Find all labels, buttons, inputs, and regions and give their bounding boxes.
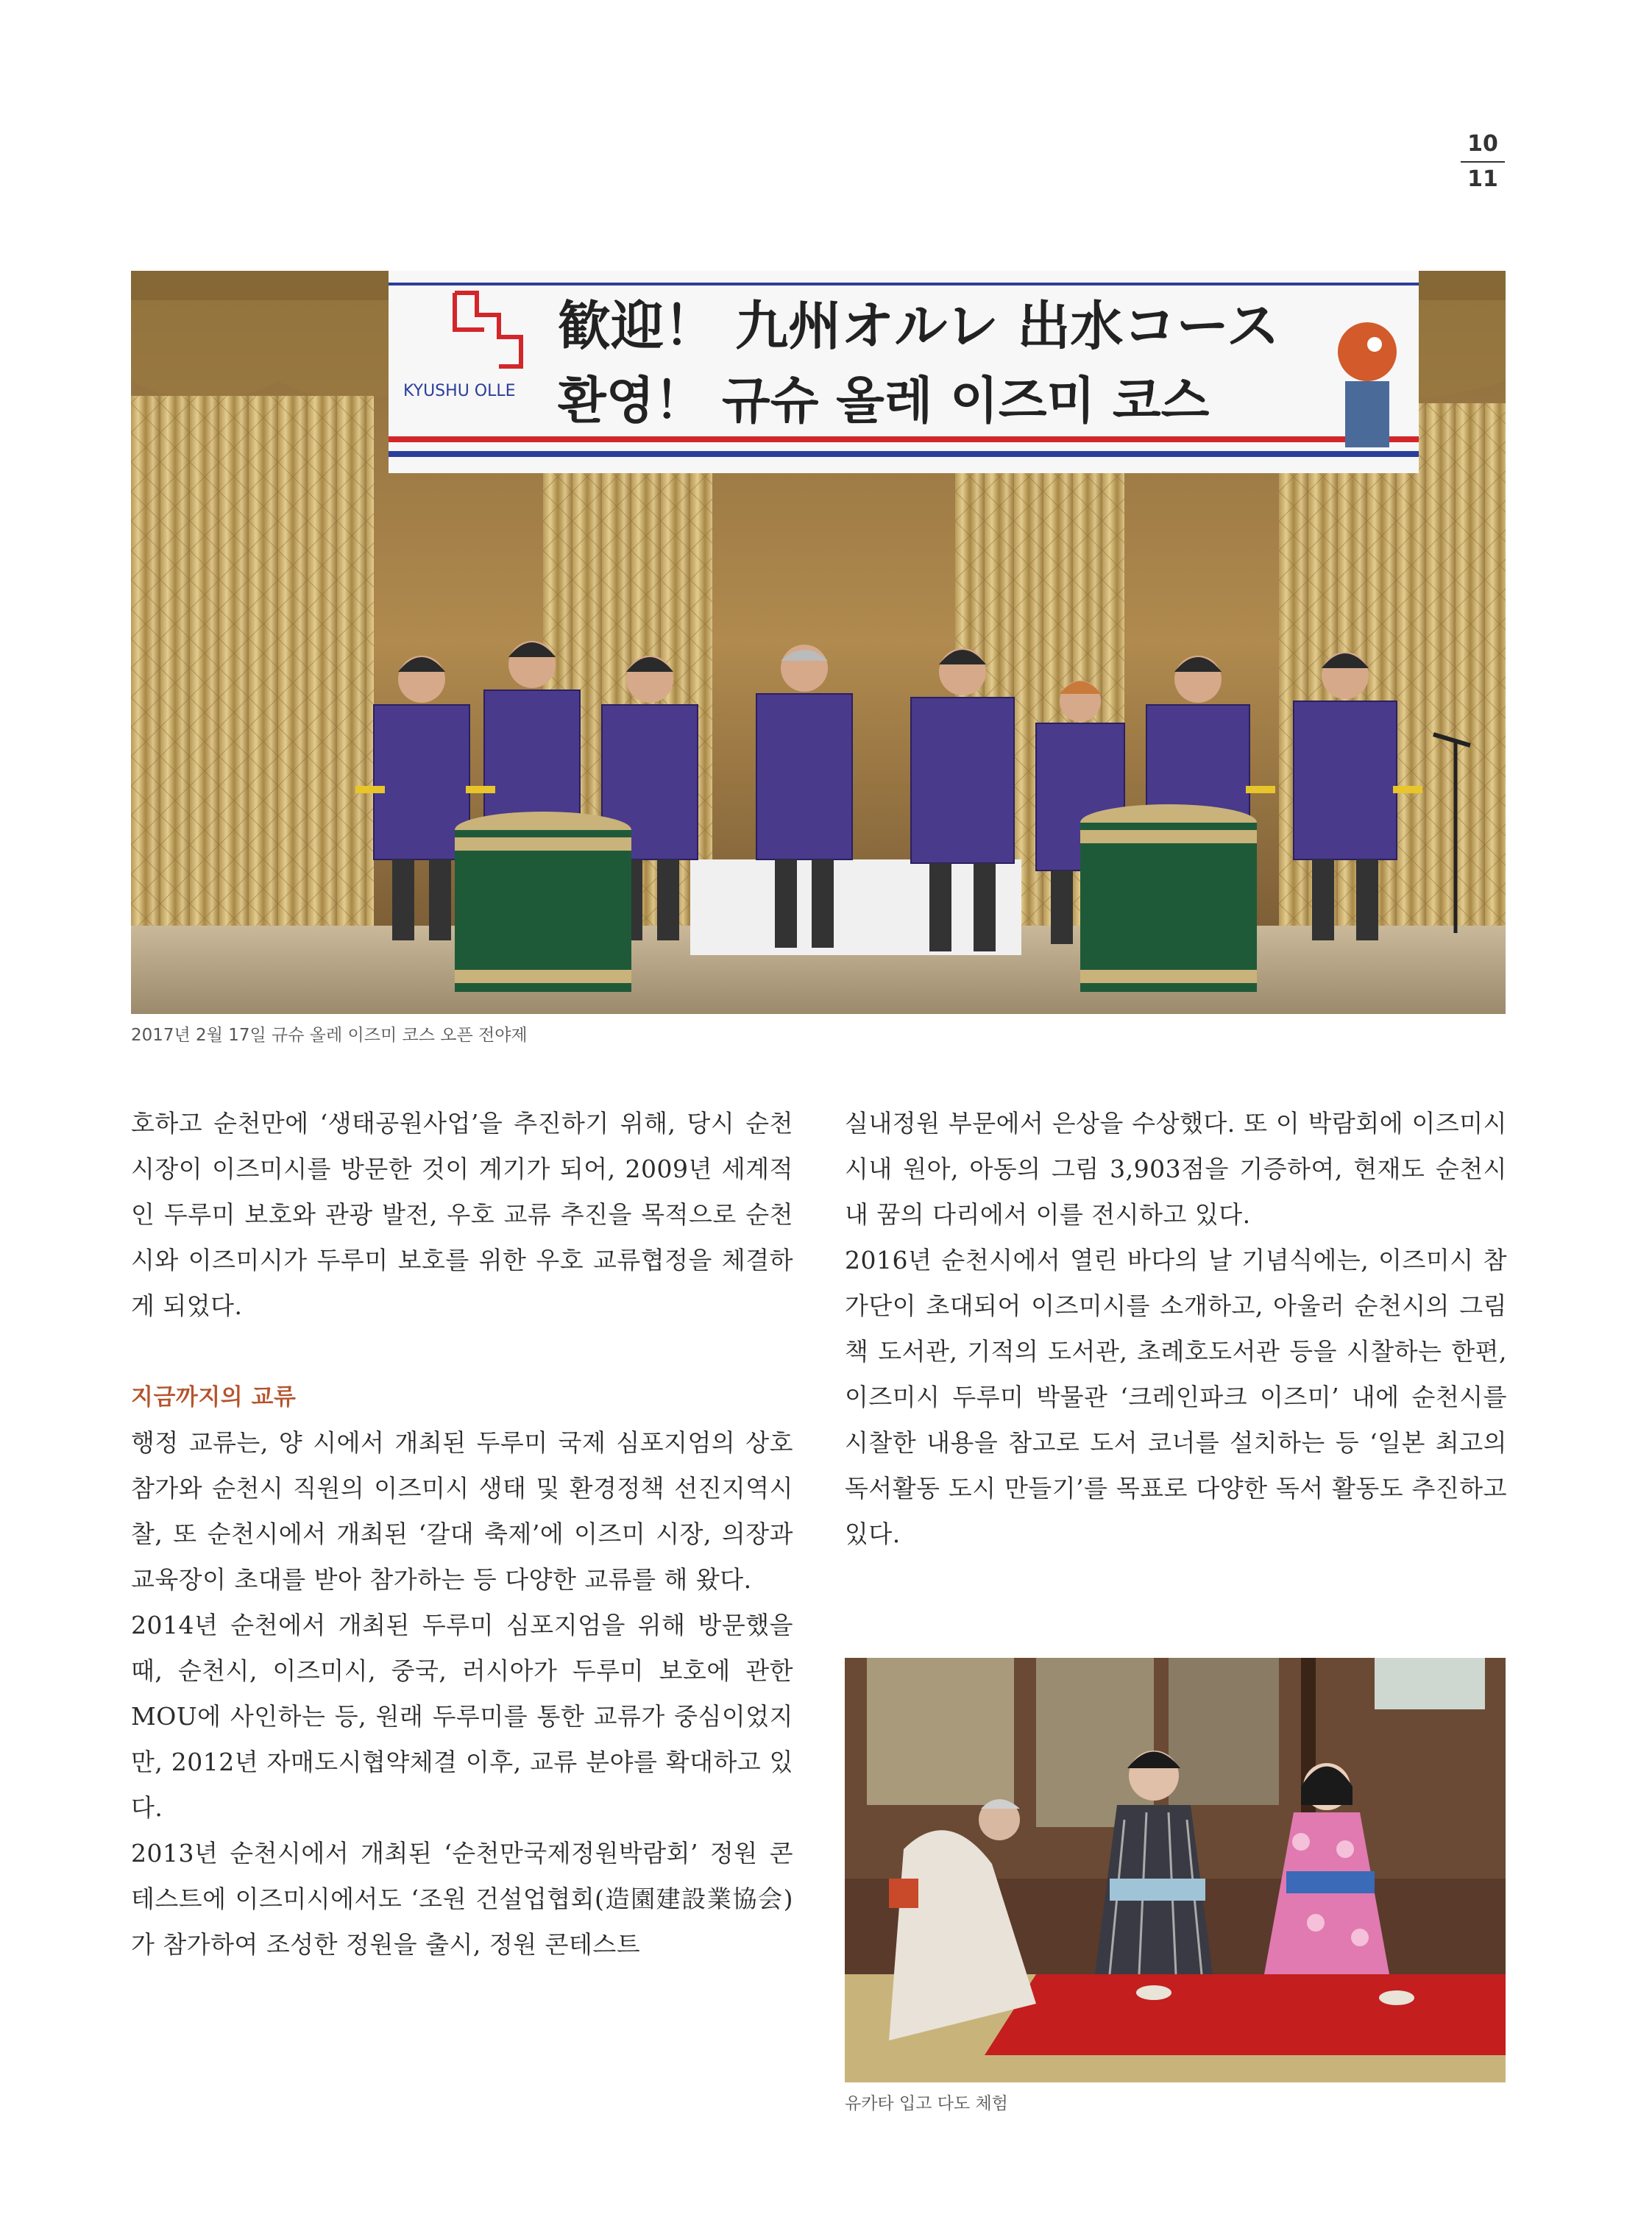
left-paragraph-2: 행정 교류는, 양 시에서 개최된 두루미 국제 심포지엄의 상호 참가와 순천시 직원의 이즈미시 생태 및 환경정책 선진지역시찰, 또 순천시에서 개최된 ‘갈대 축제’에 이즈미 시장, 의장과 교육장이 초대를 받아 참가하는 등 다양한 교류를 해 왔다.: [131, 1428, 793, 1594]
right-column: [845, 1101, 1507, 1557]
banner-kr-line: 환영！ 규슈 올레 이즈미 코스: [558, 372, 1210, 430]
ceremony-photo: [131, 271, 1506, 1014]
tea-ceremony-photo-caption: 유카타 입고 다도 체험: [845, 2094, 1008, 2113]
section-heading: 지금까지의 교류: [131, 1384, 297, 1411]
page-number: [1461, 129, 1505, 195]
banner-logo-text: KYUSHU OLLE: [403, 382, 516, 400]
page-number-divider: [1461, 161, 1505, 163]
page-number-right: 11: [1467, 166, 1498, 192]
tea-ceremony-photo: [845, 1658, 1506, 2082]
left-paragraph-1: 호하고 순천만에 ‘생태공원사업’을 추진하기 위해, 당시 순천 시장이 이즈미시를 방문한 것이 계기가 되어, 2009년 세계적인 두루미 보호와 관광 발전, 우호 교류 추진을 목적으로 순천시와 이즈미시가 두루미 보호를 위한 우호 교류협정을 체결하게 되었다.: [131, 1109, 793, 1320]
left-column: [131, 1101, 793, 1968]
right-paragraph-1: 실내정원 부문에서 은상을 수상했다. 또 이 박람회에 이즈미시 시내 원아, 아동의 그림 3,903점을 기증하여, 현재도 순천시내 꿈의 다리에서 이를 전시하고 있다.: [845, 1109, 1507, 1229]
left-paragraph-4: 2013년 순천시에서 개최된 ‘순천만국제정원박람회’ 정원 콘테스트에 이즈미시에서도 ‘조원 건설업협회(造園建設業協会)가 참가하여 조성한 정원을 출시, 정원 콘테스트: [131, 1839, 793, 1959]
page-number-left: 10: [1467, 131, 1498, 157]
right-paragraph-2: 2016년 순천시에서 열린 바다의 날 기념식에는, 이즈미시 참가단이 초대되어 이즈미시를 소개하고, 아울러 순천시의 그림책 도서관, 기적의 도서관, 초례호도서관 등을 시찰하는 한편, 이즈미시 두루미 박물관 ‘크레인파크 이즈미’ 내에 순천시를 시찰한 내용을 참고로 도서 코너를 설치하는 등 ‘일본 최고의 독서활동 도시 만들기’를 목표로 다양한 독서 활동도 추진하고 있다.: [845, 1246, 1507, 1548]
banner-jp-line: 歓迎！ 九州オルレ 出水コース: [558, 295, 1280, 357]
ceremony-photo-caption: 2017년 2월 17일 규슈 올레 이즈미 코스 오픈 전야제: [131, 1026, 528, 1045]
left-paragraph-3: 2014년 순천에서 개최된 두루미 심포지엄을 위해 방문했을 때, 순천시, 이즈미시, 중국, 러시아가 두루미 보호에 관한 MOU에 사인하는 등, 원래 두루미를 통한 교류가 중심이었지만, 2012년 자매도시협약체결 이후, 교류 분야를 확대하고 있다.: [131, 1611, 793, 1822]
